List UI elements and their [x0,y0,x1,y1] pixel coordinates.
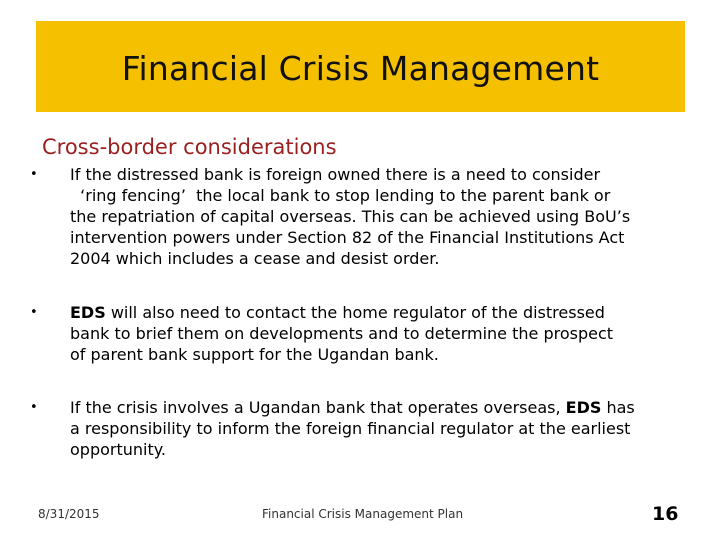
slide-subtitle: Cross-border considerations [42,135,337,159]
bullet-marker: • [30,400,38,415]
bullet-text-1: If the distressed bank is foreign owned there is a need to consider ‘ring fencing’ the local bank to stop lending to the parent bank or the repatriation of capital overseas. This can be achieved using BoU’s intervention powers under Section 82 of the Financial Institutions Act 2004 which includes a cease and desist order. [70,165,631,268]
page-number: 16 [652,503,679,525]
bullet-marker: • [30,167,38,182]
bold-term: EDS [70,303,106,322]
slide-title: Financial Crisis Management [121,49,600,88]
footer-title: Financial Crisis Management Plan [262,507,464,521]
bullet-item-3 [30,397,680,460]
bold-term: EDS [565,398,602,417]
bullet-text-3-before: If the crisis involves a Ugandan bank that operates overseas, [70,398,566,417]
bullet-item-1 [30,164,680,269]
bullet-marker: • [30,305,38,320]
title-banner [36,21,685,112]
footer-date: 8/31/2015 [38,507,100,521]
bullet-text-3-after: has a responsibility to inform the foreign financial regulator at the earliest opportunity. [70,398,635,459]
bullet-text-3 [70,397,680,460]
bullet-item-2 [30,302,680,365]
bullet-text-2-body: will also need to contact the home regulator of the distressed bank to brief them on developments and to determine the prospect of parent bank support for the Ugandan bank. [70,303,614,364]
bullet-text-2 [70,302,680,365]
